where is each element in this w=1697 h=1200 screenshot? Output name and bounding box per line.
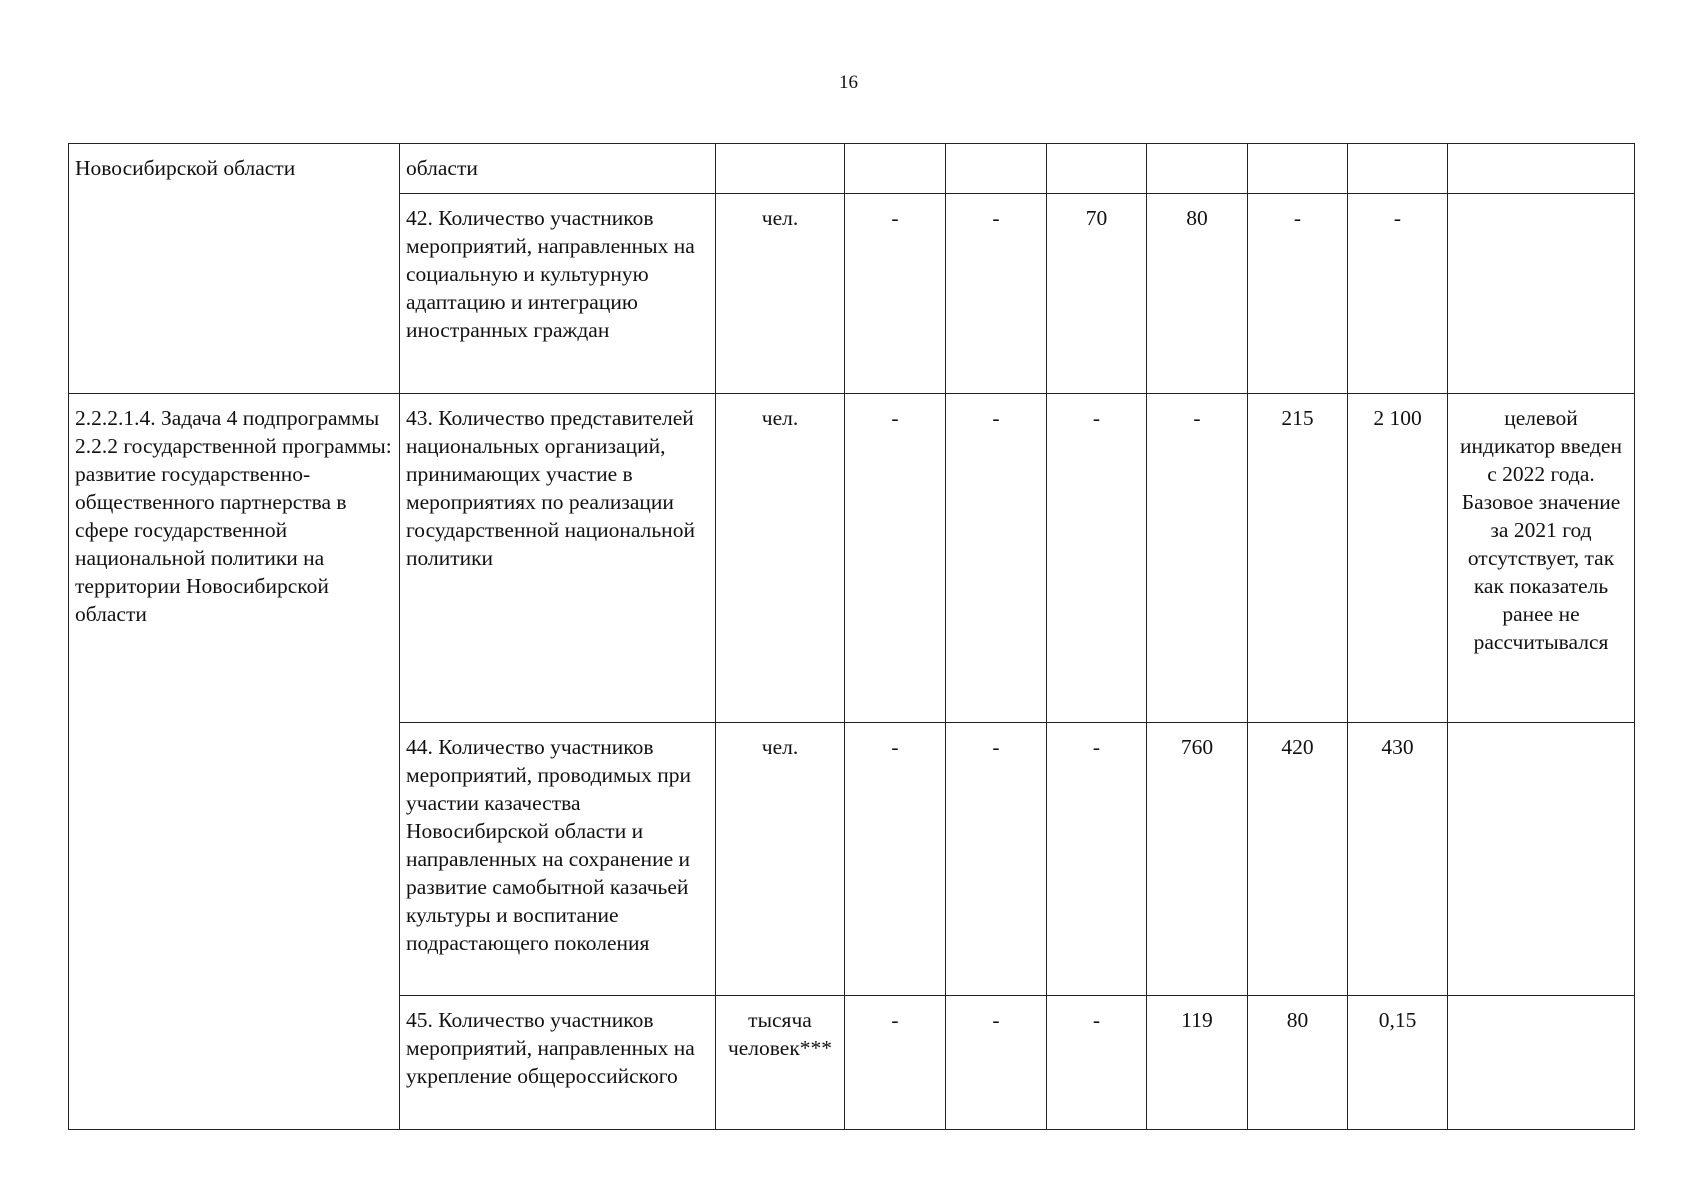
- value-cell: -: [1248, 194, 1348, 394]
- indicator-cell: 42. Количество участников мероприятий, направленных на социальную и культурную адаптацию и интеграцию иностранных граждан: [400, 194, 716, 394]
- value-cell: 420: [1248, 723, 1348, 996]
- note-cell: целевой индикатор введен с 2022 года. Базовое значение за 2021 год отсутствует, так как показатель ранее не рассчитывался: [1448, 394, 1635, 723]
- note-cell: [1448, 723, 1635, 996]
- value-cell: -: [1348, 194, 1448, 394]
- indicators-table: [68, 143, 1635, 1130]
- value-cell: -: [845, 194, 946, 394]
- value-cell: [1348, 144, 1448, 194]
- unit-cell: чел.: [716, 394, 845, 723]
- indicator-cell: 43. Количество представителей национальных организаций, принимающих участие в мероприятиях по реализации государственной национальной политики: [400, 394, 716, 723]
- value-cell: -: [845, 996, 946, 1130]
- note-cell: [1448, 194, 1635, 394]
- goal-cell: Новосибирской области: [69, 144, 400, 394]
- value-cell: -: [1047, 996, 1147, 1130]
- unit-cell: [716, 144, 845, 194]
- value-cell: [1047, 144, 1147, 194]
- value-cell: -: [1047, 394, 1147, 723]
- value-cell: -: [845, 723, 946, 996]
- table-row: [69, 144, 1635, 194]
- note-cell: [1448, 144, 1635, 194]
- page-number: 16: [839, 72, 858, 93]
- value-cell: 80: [1147, 194, 1248, 394]
- unit-cell: тысяча человек***: [716, 996, 845, 1130]
- value-cell: 0,15: [1348, 996, 1448, 1130]
- goal-cell: 2.2.2.1.4. Задача 4 подпрограммы 2.2.2 государственной программы: развитие государственно-общественного партнерства в сфере государственной национальной политики на территории Новосибирской области: [69, 394, 400, 1130]
- value-cell: 760: [1147, 723, 1248, 996]
- value-cell: [845, 144, 946, 194]
- table-row: [69, 394, 1635, 723]
- indicator-cell: области: [400, 144, 716, 194]
- value-cell: 430: [1348, 723, 1448, 996]
- value-cell: -: [845, 394, 946, 723]
- value-cell: 2 100: [1348, 394, 1448, 723]
- value-cell: 80: [1248, 996, 1348, 1130]
- value-cell: -: [1047, 723, 1147, 996]
- value-cell: 215: [1248, 394, 1348, 723]
- value-cell: -: [1147, 394, 1248, 723]
- value-cell: 70: [1047, 194, 1147, 394]
- unit-cell: чел.: [716, 723, 845, 996]
- value-cell: -: [946, 723, 1047, 996]
- value-cell: [1248, 144, 1348, 194]
- value-cell: 119: [1147, 996, 1248, 1130]
- value-cell: -: [946, 194, 1047, 394]
- value-cell: [1147, 144, 1248, 194]
- value-cell: -: [946, 394, 1047, 723]
- value-cell: [946, 144, 1047, 194]
- indicator-cell: 44. Количество участников мероприятий, проводимых при участии казачества Новосибирской области и направленных на сохранение и развитие самобытной казачьей культуры и воспитание подрастающего поколения: [400, 723, 716, 996]
- note-cell: [1448, 996, 1635, 1130]
- indicator-cell: 45. Количество участников мероприятий, направленных на укрепление общероссийского: [400, 996, 716, 1130]
- value-cell: -: [946, 996, 1047, 1130]
- unit-cell: чел.: [716, 194, 845, 394]
